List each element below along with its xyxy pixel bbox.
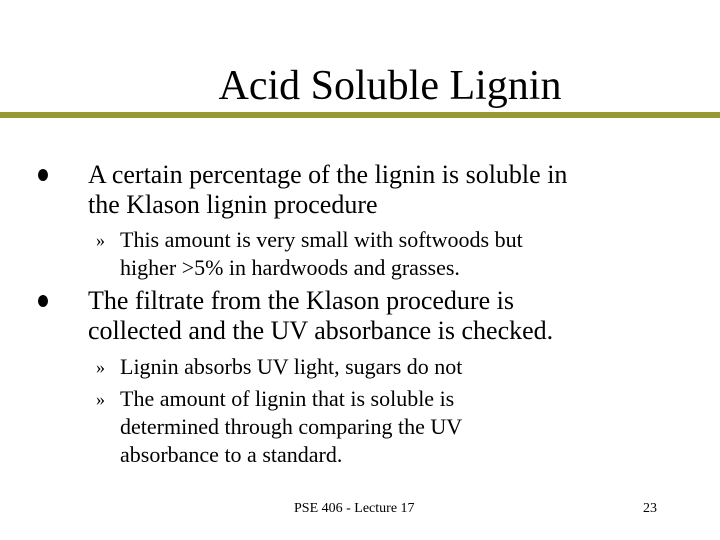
sub-1-line-1: This amount is very small with softwoods but	[120, 227, 523, 252]
sub-bullet-text-3	[120, 385, 462, 469]
sub-3-line-1: The amount of lignin that is soluble is	[120, 386, 455, 411]
sub-3-line-2: determined through comparing the UV	[120, 414, 463, 439]
slide-title: Acid Soluble Lignin	[218, 63, 562, 109]
sub-bullet-text-1	[120, 226, 523, 282]
bullet-2-line-2: collected and the UV absorbance is checked.	[88, 316, 554, 345]
bullet-2-line-1: The filtrate from the Klason procedure is	[88, 286, 514, 315]
bullet-1-line-2: the Klason lignin procedure	[88, 190, 378, 219]
sub-bullet-text-2	[120, 353, 462, 381]
sub-bullet-marker: »	[96, 357, 105, 377]
footer-page-number: 23	[643, 501, 657, 516]
sub-bullet-marker: »	[96, 230, 105, 250]
bullet-icon	[38, 295, 48, 307]
sub-bullet-marker: »	[96, 389, 105, 409]
sub-3-line-3: absorbance to a standard.	[120, 442, 343, 467]
title-underline	[0, 112, 720, 118]
bullet-text-1	[88, 160, 567, 220]
sub-2-line-1: Lignin absorbs UV light, sugars do not	[120, 354, 463, 379]
bullet-icon	[38, 169, 48, 181]
sub-1-line-2: higher >5% in hardwoods and grasses.	[120, 255, 460, 280]
bullet-1-line-1: A certain percentage of the lignin is soluble in	[88, 160, 568, 189]
bullet-text-2	[88, 286, 553, 346]
footer-lecture-label: PSE 406 - Lecture 17	[294, 501, 415, 516]
